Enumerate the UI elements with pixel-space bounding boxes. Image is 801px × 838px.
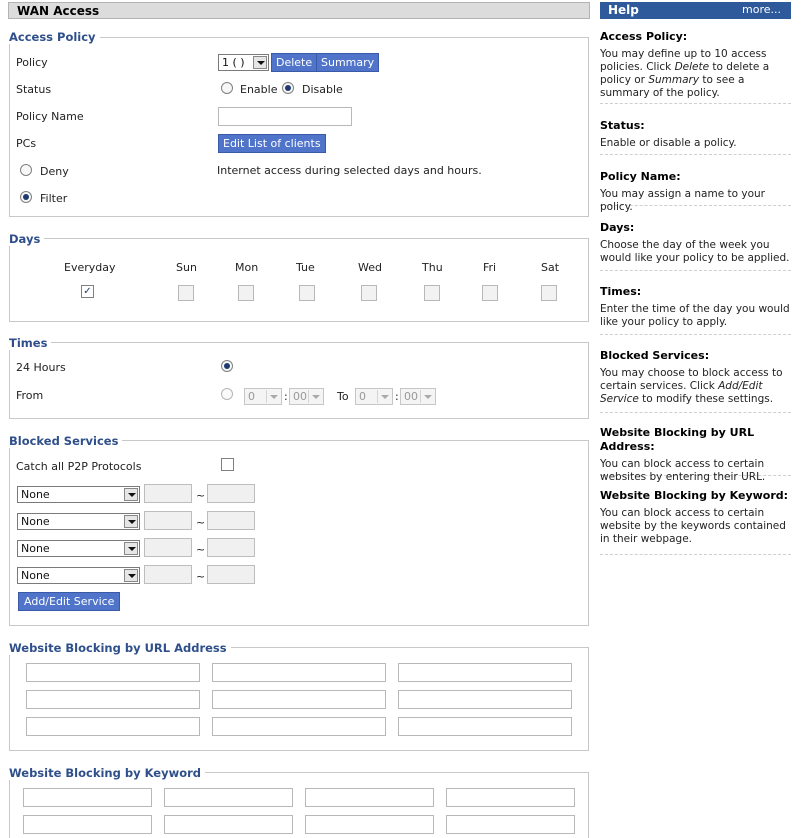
from-minute-value: 00 [293,390,307,403]
p2p-label: Catch all P2P Protocols [16,460,142,473]
url-blocking-legend: Website Blocking by URL Address [9,641,231,655]
to-colon: : [395,390,399,403]
thu-checkbox[interactable] [424,285,440,301]
service-select-3[interactable] [17,540,140,557]
service-select-4-value: None [21,569,50,582]
help-text: Enter the time of the day you would like your policy to apply. [600,303,790,328]
help-heading: Website Blocking by Keyword: [600,489,789,502]
help-section-status [600,119,791,155]
from-hour-select[interactable] [244,388,282,405]
filter-radio[interactable] [20,191,32,203]
day-label-mon: Mon [235,261,259,274]
edit-clients-button[interactable]: Edit List of clients [218,134,326,153]
help-text: You may define up to 10 access policies. Click Delete to delete a policy or Summary to see a summary of the policy. [600,48,770,99]
keyword-input-5[interactable] [23,815,152,834]
service-select-4[interactable] [17,567,140,584]
internet-access-text: Internet access during selected days and hours. [217,164,482,177]
policy-name-input[interactable] [218,107,352,126]
pcs-label: PCs [16,137,37,150]
from-radio[interactable] [221,388,233,400]
chevron-down-icon [377,390,391,403]
url-input-4[interactable] [26,690,200,709]
disable-label: Disable [302,83,343,96]
keyword-input-2[interactable] [164,788,293,807]
port-start-2[interactable] [144,511,192,530]
help-heading: Status: [600,119,645,132]
port-range-tilde-2: ~ [196,516,206,529]
everyday-checkbox[interactable]: ✓ [81,285,94,298]
add-edit-service-button[interactable]: Add/Edit Service [18,592,120,611]
keyword-input-6[interactable] [164,815,293,834]
filter-label: Filter [40,192,68,205]
mon-checkbox[interactable] [238,285,254,301]
to-label: To [337,390,349,403]
url-input-3[interactable] [398,663,572,682]
sat-checkbox[interactable] [541,285,557,301]
times-legend: Times [9,336,51,350]
from-hour-value: 0 [248,390,255,403]
keyword-input-4[interactable] [446,788,575,807]
url-input-7[interactable] [26,717,200,736]
enable-label: Enable [240,83,278,96]
to-minute-select[interactable] [400,388,436,405]
sun-checkbox[interactable] [178,285,194,301]
chevron-down-icon [308,390,322,403]
policy-label: Policy [16,56,48,69]
to-hour-select[interactable] [355,388,393,405]
port-end-1[interactable] [207,484,255,503]
help-heading: Access Policy: [600,30,688,43]
help-text: You may assign a name to your policy. [600,188,765,213]
keyword-input-1[interactable] [23,788,152,807]
chevron-down-icon [124,542,138,555]
service-select-2[interactable] [17,513,140,530]
keyword-blocking-legend: Website Blocking by Keyword [9,766,205,780]
url-input-9[interactable] [398,717,572,736]
day-label-thu: Thu [422,261,443,274]
port-start-3[interactable] [144,538,192,557]
blocked-services-legend: Blocked Services [9,434,122,448]
url-input-6[interactable] [398,690,572,709]
disable-radio[interactable] [282,82,294,94]
day-label-sun: Sun [176,261,197,274]
help-section-days [600,221,791,271]
port-range-tilde-1: ~ [196,489,206,502]
chevron-down-icon [124,515,138,528]
help-text: Choose the day of the week you would like your policy to be applied. [600,239,790,264]
times-section [9,342,589,419]
help-text: You can block access to certain websites by entering their URL. [600,458,766,483]
fri-checkbox[interactable] [482,285,498,301]
access-policy-legend: Access Policy [9,30,100,44]
port-end-4[interactable] [207,565,255,584]
help-section-times [600,285,791,335]
port-range-tilde-4: ~ [196,570,206,583]
url-input-8[interactable] [212,717,386,736]
keyword-input-3[interactable] [305,788,434,807]
hours24-radio[interactable] [221,360,233,372]
chevron-down-icon [253,56,267,69]
policy-name-label: Policy Name [16,110,84,123]
hours24-label: 24 Hours [16,361,66,374]
help-heading: Days: [600,221,635,234]
service-select-1[interactable] [17,486,140,503]
url-input-2[interactable] [212,663,386,682]
help-header [600,2,791,19]
days-section [9,238,589,322]
keyword-input-7[interactable] [305,815,434,834]
port-end-3[interactable] [207,538,255,557]
service-select-2-value: None [21,515,50,528]
from-colon: : [284,390,288,403]
deny-label: Deny [40,165,69,178]
port-start-1[interactable] [144,484,192,503]
to-hour-value: 0 [359,390,366,403]
help-section-access-policy [600,30,791,104]
from-minute-select[interactable] [289,388,324,405]
port-end-2[interactable] [207,511,255,530]
from-label: From [16,389,44,402]
summary-button[interactable]: Summary [316,53,379,72]
to-minute-value: 00 [404,390,418,403]
chevron-down-icon [124,488,138,501]
help-heading: Website Blocking by URL Address: [600,426,755,453]
help-heading: Policy Name: [600,170,681,183]
page-title: WAN Access [8,2,590,19]
service-select-3-value: None [21,542,50,555]
chevron-down-icon [266,390,280,403]
help-section-keyword-blocking [600,489,791,555]
chevron-down-icon [124,569,138,582]
days-legend: Days [9,232,44,246]
port-start-4[interactable] [144,565,192,584]
help-title: Help [608,3,639,17]
port-range-tilde-3: ~ [196,543,206,556]
help-section-url-blocking [600,426,791,483]
policy-select[interactable] [218,54,269,71]
help-more-link[interactable]: more... [742,3,781,16]
help-heading: Times: [600,285,642,298]
tue-checkbox[interactable] [299,285,315,301]
help-text: You may choose to block access to certain services. Click Add/Edit Service to modify these settings. [600,367,783,405]
url-input-5[interactable] [212,690,386,709]
chevron-down-icon [420,390,434,403]
p2p-checkbox[interactable] [221,458,234,471]
help-text: You can block access to certain website by the keywords contained in their webpage. [600,507,786,545]
keyword-input-8[interactable] [446,815,575,834]
day-label-everyday: Everyday [64,261,116,274]
help-text: Enable or disable a policy. [600,137,737,149]
policy-select-value: 1 ( ) [222,56,245,69]
delete-button[interactable]: Delete [271,53,317,72]
status-label: Status [16,83,52,96]
service-select-1-value: None [21,488,50,501]
help-heading: Blocked Services: [600,349,710,362]
help-section-blocked-services [600,349,791,413]
day-label-wed: Wed [358,261,382,274]
wed-checkbox[interactable] [361,285,377,301]
help-section-policy-name [600,170,791,213]
day-label-tue: Tue [296,261,315,274]
day-label-sat: Sat [541,261,560,274]
deny-radio[interactable] [20,164,32,176]
enable-radio[interactable] [221,82,233,94]
day-label-fri: Fri [483,261,497,274]
url-input-1[interactable] [26,663,200,682]
